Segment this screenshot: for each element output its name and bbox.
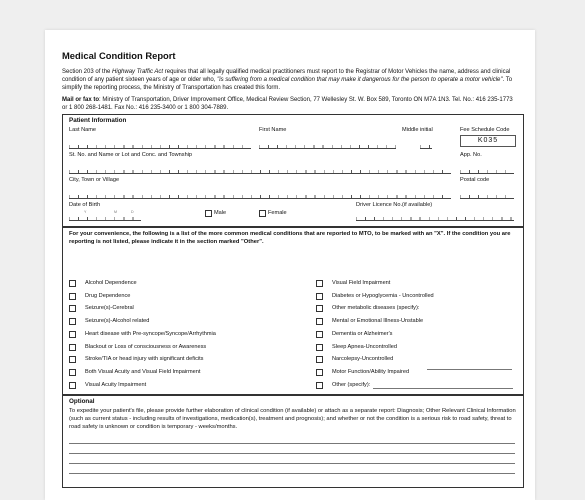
optional-line-2[interactable] [69,453,515,454]
intro-quote: "is suffering from a medical condition that may make it dangerous for the person to operate a motor vehicle" [217,77,503,84]
condition-checkbox[interactable] [316,293,323,300]
dob-m: M [114,210,117,214]
condition-label: Narcolepsy-Uncontrolled [332,356,394,363]
condition-checkbox[interactable] [316,356,323,363]
female-label: Female [268,210,287,216]
condition-checkbox[interactable] [69,318,76,325]
dob-d: D [131,210,134,214]
condition-checkbox[interactable] [316,280,323,287]
patient-info-box [62,114,524,228]
patient-info-title: Patient Information [69,117,127,124]
conditions-heading: For your convenience, the following is a list of the more common medical conditions that are reported to MTO, to be marked with an "X". If the condition you are reporting is not listed, please indicate it in the section marked "Other". [69,231,511,245]
condition-checkbox[interactable] [316,344,323,351]
intro-text-2: requires that all legally qualified medical practitioners must report to the Registrar of Motor Vehicles the name, address and clinical condition of any patient sixteen years of age or older who, [62,69,511,84]
form-title: Medical Condition Report [62,50,176,61]
condition-label: Other metabolic diseases (specify): [332,305,420,312]
female-checkbox[interactable] [259,210,266,217]
condition-checkbox[interactable] [69,331,76,338]
condition-checkbox[interactable] [69,369,76,376]
condition-checkbox[interactable] [69,356,76,363]
licence-label: Driver Licence No.(if available) [356,202,433,208]
postal-code-field[interactable] [460,192,514,199]
conditions-box [62,226,524,396]
condition-label: Other (specify): [332,381,371,388]
condition-checkbox[interactable] [69,344,76,351]
condition-label: Mental or Emotional Illness-Unstable [332,318,424,325]
postal-code-label: Postal code [460,177,490,183]
middle-initial-label: Middle initial [402,127,433,133]
dob-field[interactable] [69,214,141,221]
condition-label: Sleep Apnea-Uncontrolled [332,343,397,350]
app-no-label: App. No. [460,152,482,158]
condition-label: Visual Acuity Impairment [85,381,147,388]
condition-label: Both Visual Acuity and Visual Field Impairment [85,368,201,375]
metabolic-specify-line[interactable] [427,369,512,370]
male-label: Male [214,210,227,216]
condition-label: Drug Dependence [85,292,131,299]
male-checkbox[interactable] [205,210,212,217]
condition-checkbox[interactable] [69,280,76,287]
condition-label: Blackout or Loss of consciousness or Awareness [85,343,207,350]
condition-label: Stroke/TIA or head injury with significant deficits [85,356,204,363]
intro-text-1: Section 203 of the [62,69,113,75]
condition-label: Visual Field Impairment [332,280,391,286]
other-specify-line[interactable] [373,388,513,389]
street-label: St. No. and Name or Lot and Conc. and Township [69,152,193,158]
condition-checkbox[interactable] [69,305,76,312]
condition-label: Alcohol Dependence [85,280,137,286]
optional-text: To expedite your patient's file, please provide further elaboration of clinical condition (if available) or attach as a separate report: Diagnosis; Other Relevant Clinical Information (such as current status - including results of investigations, medication(s), treatment and prognosis); and whether or not the condition is a serious risk to road safety, threat to road safety is unknown or condition is temporary - weeks/months. [69,408,516,431]
condition-checkbox[interactable] [316,331,323,338]
app-no-field[interactable] [460,167,514,174]
optional-line-3[interactable] [69,463,515,464]
condition-checkbox[interactable] [69,293,76,300]
optional-line-1[interactable] [69,443,515,444]
mail-text: : Ministry of Transportation, Driver Improvement Office, Medical Review Section, 77 Wellesley St. W. Box 589, Toronto ON M7A 1N3. Tel. No.: 416 235-1773 or 1 800 268-1481. Fax No.: 416 235-3400 or 1 800 304-7889. [62,97,513,112]
first-name-field[interactable] [259,142,396,149]
condition-checkbox[interactable] [69,382,76,389]
last-name-label: Last Name [69,127,97,133]
last-name-field[interactable] [69,142,251,149]
intro-text-3: . To simplify the reporting process, the Ministry of Transportation has created this form. [62,77,513,92]
licence-field[interactable] [356,214,514,221]
fee-code-label: Fee Schedule Code [460,127,510,133]
optional-box [62,394,524,488]
city-field[interactable] [69,192,451,199]
street-field[interactable] [69,167,451,174]
condition-checkbox[interactable] [316,382,323,389]
city-label: City, Town or Village [69,177,120,183]
optional-title: Optional [69,398,95,405]
optional-line-4[interactable] [69,473,515,474]
dob-y: Y [84,210,87,214]
intro-paragraph [62,68,517,92]
mail-paragraph [62,96,517,112]
condition-label: Motor Function/Ability Impaired [332,368,410,375]
condition-checkbox[interactable] [316,305,323,312]
condition-checkbox[interactable] [316,318,323,325]
fee-code-field[interactable]: K035 [460,135,516,147]
first-name-label: First Name [259,127,287,133]
condition-label: Heart disease with Pre-syncope/Syncope/Arrhythmia [85,330,216,337]
condition-label: Seizure(s)-Alcohol related [85,318,150,325]
intro-act: Highway Traffic Act [112,69,164,75]
dob-label: Date of Birth [69,202,101,208]
condition-label: Seizure(s)-Cerebral [85,305,134,312]
form-page [45,30,535,500]
condition-checkbox[interactable] [316,369,323,376]
condition-label: Dementia or Alzheimer's [332,330,393,337]
mail-label: Mail or fax to [62,97,100,103]
middle-initial-field[interactable] [420,142,432,149]
condition-label: Diabetes or Hypoglycemia - Uncontrolled [332,292,434,299]
